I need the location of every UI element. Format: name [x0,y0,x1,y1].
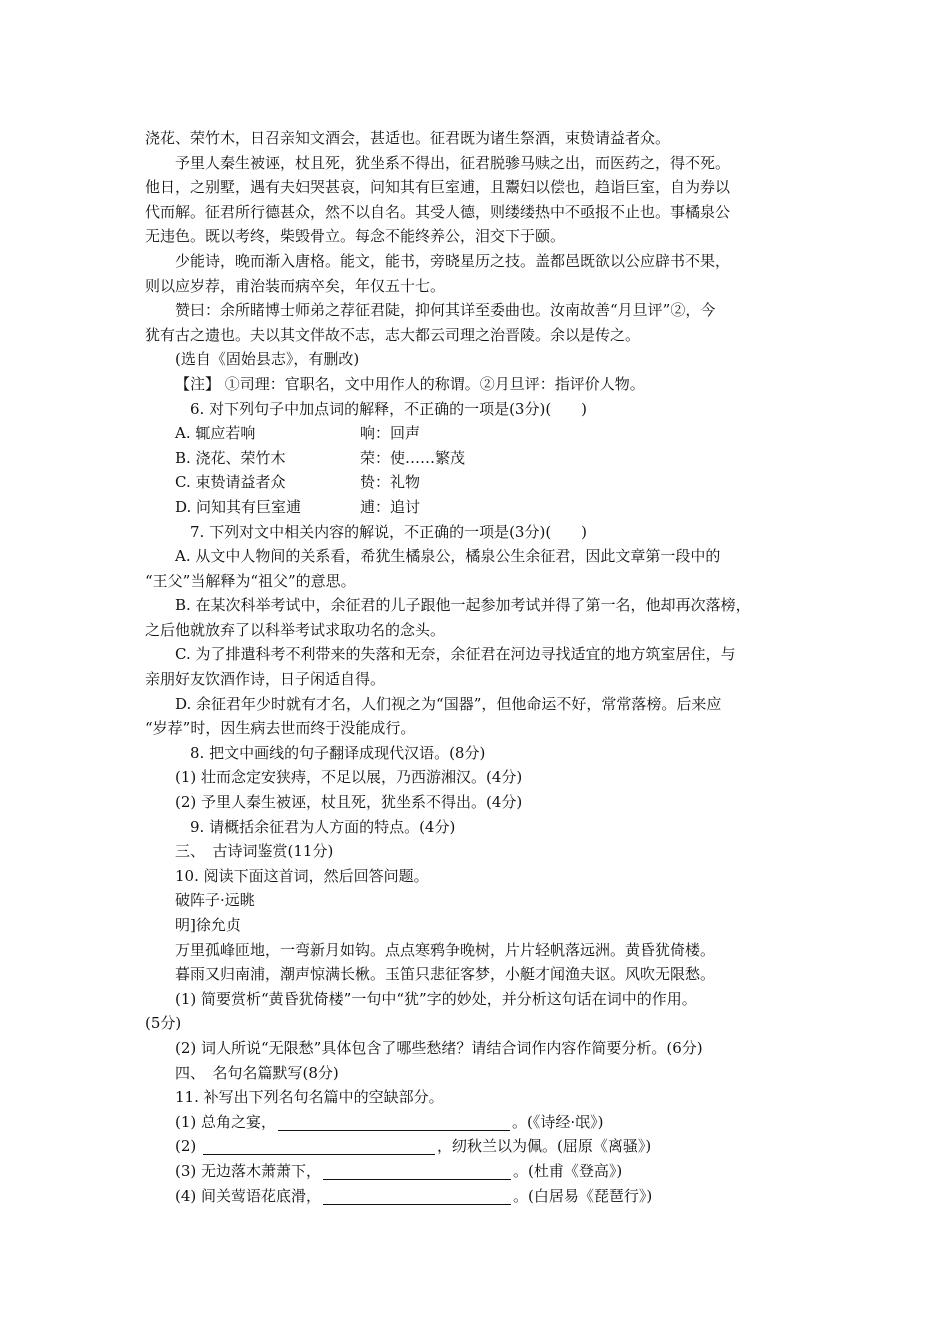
passage-line: 则以应岁荐，甫治装而病卒矣，年仅五十七。 [145,276,446,295]
section-4-title: 四、 名句名篇默写(8分) [175,1063,339,1082]
document-page [145,126,813,1208]
q8-item: (1) 壮而念定安狭痔，不足以展，乃西游湘汉。(4分) [175,768,523,787]
passage-line: 他日，之别墅，遇有夫妇哭甚哀，问知其有巨室逋，且鬻妇以偿也，趋诣巨室，自为券以 [145,178,731,197]
q11-item [145,1134,813,1159]
q6-option-text: D. 问知其有巨室逋 [175,497,302,516]
q11-item-suffix: ，纫秋兰以为佩。(屈原《离骚》) [437,1137,652,1156]
q11-item-prefix: (4) 间关莺语花底滑， [175,1186,322,1205]
poem-line: 万里孤峰匝地，一弯新月如钩。点点寒鸦争晚树，片片轻帆落远洲。黄昏犹倚楼。 [175,940,716,959]
poem-line: 暮雨又归南浦，潮声惊满长楸。玉笛只悲征客梦，小艇才闻渔夫讴。风吹无限愁。 [175,965,716,984]
fill-blank[interactable] [323,1163,511,1180]
q7-option-b-line: 之后他就放弃了以科举考试求取功名的念头。 [145,620,446,639]
fill-blank[interactable] [278,1114,510,1131]
q6-option-text: A. 辄应若响 [175,424,256,443]
q7-option-a-line: A. 从文中人物间的关系看，希犹生橘泉公，橘泉公生余征君，因此文章第一段中的 [175,547,721,566]
question-9-stem: 9. 请概括余征君为人方面的特点。(4分) [190,817,456,836]
passage-line: 无违色。既以考终，柴毁骨立。每念不能终养公，泪交下于颐。 [145,227,566,246]
q7-option-d-line: “岁荐”时，因生病去世而终于没能成行。 [145,719,416,738]
q7-option-c-line: C. 为了排遣科考不利带来的失落和无奈，余征君在河边寻找适宜的地方筑室居住，与 [175,645,736,664]
q7-option-c-line: 亲朋好友饮酒作诗，日子闲适自得。 [145,670,386,689]
passage-line: 浇花、荣竹木，日召亲知文酒会，甚适也。征君既为诸生祭酒，束贽请益者众。 [145,129,671,147]
passage-line: 少能诗，晚而渐入唐格。能文，能书，旁晓星历之技。盖都邑既欲以公应辟书不果， [175,251,731,270]
q6-option-gloss: 贽：礼物 [360,473,421,492]
q6-option-a [145,421,813,446]
section-3-title: 三、 古诗词鉴赏(11分) [175,842,334,861]
q6-option-b [145,446,813,471]
q7-option-a-line: “王父”当解释为“祖父”的意思。 [145,571,356,590]
passage-line: 予里人秦生被诬，杖且死，犹坐系不得出，征君脱骖马赎之出，而医药之，得不死。 [175,153,731,172]
fill-blank[interactable] [203,1138,435,1155]
fill-blank[interactable] [323,1188,511,1205]
poem-author: 明]徐允贞 [175,916,241,934]
q11-item-prefix: (1) 总角之宴， [175,1112,277,1131]
passage-note: 【注】 ①司理：官职名，文中用作人的称谓。②月旦评：指评价人物。 [175,374,645,393]
question-6-stem: 6. 对下列句子中加点词的解释，不正确的一项是(3分)( ) [190,399,588,418]
q11-item [145,1110,813,1135]
q11-item-prefix: (3) 无边落木萧萧下， [175,1161,322,1180]
q10-item-1-line: (1) 简要赏析“黄昏犹倚楼”一句中“犹”字的妙处，并分析这句话在词中的作用。 [175,989,697,1008]
q6-option-c [145,470,813,495]
q10-item-1-line: (5分) [145,1014,182,1033]
q7-option-b-line: B. 在某次科举考试中，余征君的儿子跟他一起参加考试并得了第一名，他却再次落榜， [175,596,751,615]
q6-option-d [145,495,813,520]
q6-option-gloss: 响：回声 [360,424,421,443]
passage-source: (选自《固始县志》，有删改) [175,350,360,369]
q11-item-suffix: 。(杜甫《登高》) [513,1161,623,1180]
q7-option-d-line: D. 余征君年少时就有才名，人们视之为“国器”，但他命运不好，常常落榜。后来应 [175,694,722,713]
q6-option-gloss: 荣：使……繁茂 [360,448,466,467]
q6-option-text: B. 浇花、荣竹木 [175,448,286,467]
question-11-stem: 11. 补写出下列名句名篇中的空缺部分。 [175,1088,444,1107]
q8-item: (2) 予里人秦生被诬，杖且死，犹坐系不得出。(4分) [175,793,523,812]
q11-item-suffix: 。(《诗经·氓》) [512,1112,604,1131]
passage-line: 犹有古之遗也。夫以其文伴故不志，志大都云司理之治晋陵。余以是传之。 [145,325,641,344]
q11-item-suffix: 。(白居易《琵琶行》) [513,1186,653,1205]
q6-option-gloss: 逋：追讨 [360,497,421,516]
poem-title: 破阵子·远眺 [175,891,255,910]
passage-line: 赞曰：余所睹博士师弟之荐征君陡，抑何其详至委曲也。汝南故善“月旦评”②，今 [175,301,716,320]
question-10-stem: 10. 阅读下面这首词，然后回答问题。 [175,866,429,885]
question-7-stem: 7. 下列对文中相关内容的解说，不正确的一项是(3分)( ) [190,522,588,541]
q6-option-text: C. 束贽请益者众 [175,473,286,492]
q11-item-prefix: (2) [175,1137,202,1156]
q10-item-2: (2) 词人所说“无限愁”具体包含了哪些愁绪？请结合词作内容作简要分析。(6分) [175,1038,703,1057]
passage-line: 代而解。征君所行德甚众，然不以自名。其受人德，则缕缕热中不亟报不止也。事橘泉公 [145,202,731,221]
q11-item [145,1159,813,1184]
question-8-stem: 8. 把文中画线的句子翻译成现代汉语。(8分) [190,743,486,762]
q11-item [145,1184,813,1209]
